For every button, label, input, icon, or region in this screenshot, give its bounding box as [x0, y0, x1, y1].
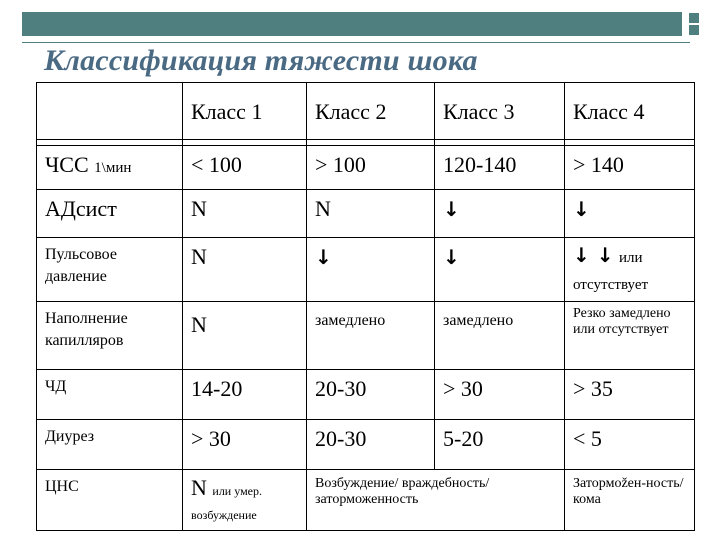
table-row-diuresis — [37, 420, 695, 470]
cell-cns-class1 — [183, 470, 307, 531]
cell-hr-class3: 120-140 — [435, 146, 565, 190]
cell-cns-class4: Затормožен-ность/ кома — [565, 470, 695, 531]
cell-hr-class4: > 140 — [565, 146, 695, 190]
table-row-bp — [37, 190, 695, 238]
cell-bp-class2: N — [307, 190, 435, 238]
cell-diuresis-class2: 20-30 — [307, 420, 435, 470]
cell-pulse-class3 — [435, 238, 565, 302]
cell-pulse-class4 — [565, 238, 695, 302]
row-label-cns: ЦНС — [37, 470, 183, 531]
cell-rr-class2: 20-30 — [307, 370, 435, 420]
table-row-pulse — [37, 238, 695, 302]
table-row-hr — [37, 146, 695, 190]
header-class-1: Класс 1 — [183, 83, 307, 140]
table-row-capillary — [37, 302, 695, 370]
slide-title: Классификация тяжести шока — [44, 44, 478, 77]
row-label-diuresis: Диурез — [37, 420, 183, 470]
cell-rr-class1: 14-20 — [183, 370, 307, 420]
shock-classification-table — [36, 82, 695, 531]
cns-class1-note: или умер. возбуждение — [191, 484, 262, 523]
arrow-down-icon: ↓ — [443, 197, 460, 221]
arrow-down-icon: ↓ — [573, 197, 590, 221]
cell-bp-class1: N — [183, 190, 307, 238]
top-decor-band — [22, 12, 682, 36]
header-class-2: Класс 2 — [307, 83, 435, 140]
cell-hr-class1: < 100 — [183, 146, 307, 190]
row-label-bp: АДсист — [37, 190, 183, 238]
table-header-row — [37, 83, 695, 140]
header-class-3: Класс 3 — [435, 83, 565, 140]
cell-bp-class3 — [435, 190, 565, 238]
cell-cap-class1: N — [183, 302, 307, 370]
cns-class1-main: N — [191, 475, 207, 500]
cell-rr-class4: > 35 — [565, 370, 695, 420]
header-corner-cell — [37, 83, 183, 140]
pulse-class4-text: или отсутствует — [573, 250, 649, 293]
decor-rule — [22, 42, 690, 43]
decor-square — [688, 24, 700, 36]
row-label-hr: ЧСС 1\мин — [37, 146, 183, 190]
cell-diuresis-class1: > 30 — [183, 420, 307, 470]
hr-unit: 1\мин — [94, 160, 132, 176]
cell-diuresis-class3: 5-20 — [435, 420, 565, 470]
decor-square — [688, 12, 700, 24]
cell-hr-class2: > 100 — [307, 146, 435, 190]
arrow-down-icon: ↓ — [443, 245, 460, 269]
double-arrow-down-icon: ↓ ↓ — [573, 243, 614, 267]
row-label-rr: ЧД — [37, 370, 183, 420]
cell-bp-class4 — [565, 190, 695, 238]
cell-cap-class4: Резко замедлено или отсутствует — [565, 302, 695, 370]
row-label-capillary: Наполнение капилляров — [37, 302, 183, 370]
arrow-down-icon: ↓ — [315, 245, 332, 269]
table-row-cns — [37, 470, 695, 531]
table-row-rr — [37, 370, 695, 420]
cell-pulse-class1: N — [183, 238, 307, 302]
cell-cap-class3: замедлено — [435, 302, 565, 370]
header-class-4: Класс 4 — [565, 83, 695, 140]
row-label-pulse: Пульсовое давление — [37, 238, 183, 302]
cell-cap-class2: замедлено — [307, 302, 435, 370]
cell-rr-class3: > 30 — [435, 370, 565, 420]
cell-diuresis-class4: < 5 — [565, 420, 695, 470]
cell-pulse-class2 — [307, 238, 435, 302]
cell-cns-class2-3: Возбуждение/ враждебность/ заторможенность — [307, 470, 565, 531]
